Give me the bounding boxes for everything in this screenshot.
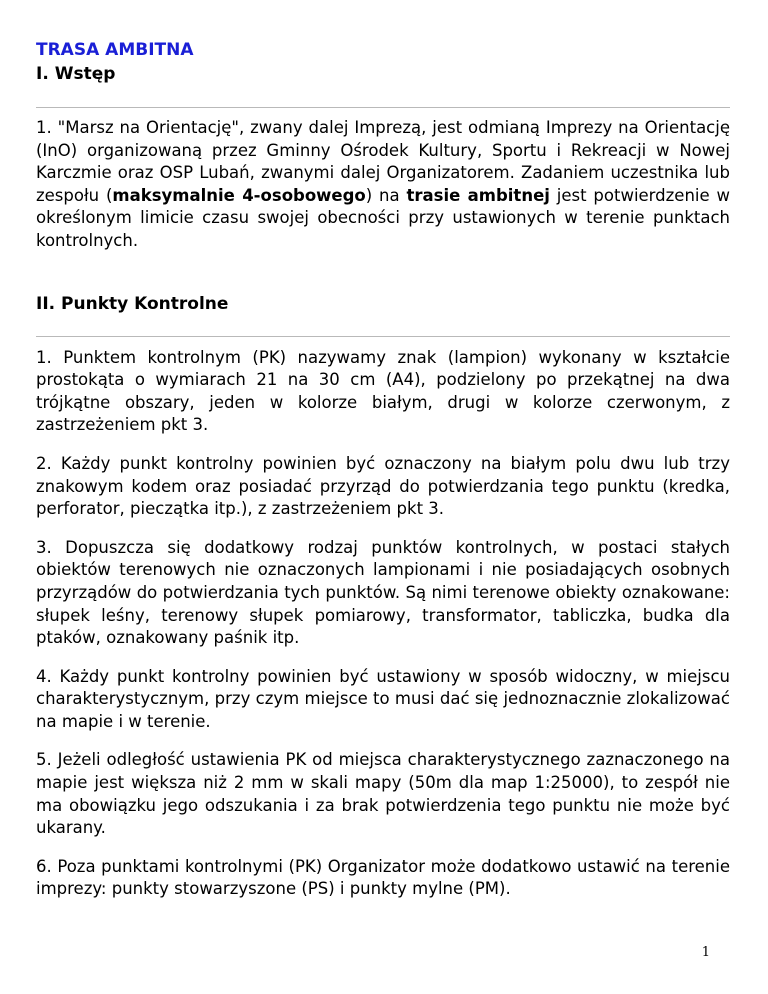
page-number: 1 — [701, 945, 710, 960]
document-page — [36, 38, 730, 901]
text-run: 1. "Marsz na Orientację", zwany dalej Imprezą, jest odmianą Imprezy na Orientację (InO) organizowaną przez Gminny Ośrodek Kultury, Sportu i Rekreacji w Nowej Karczmie oraz OSP Lubań, zwanymi dalej Organizatorem. Zadaniem uczestnika lub zespołu ( — [36, 118, 730, 205]
text-run: ) na — [365, 185, 407, 205]
intro-paragraph-1 — [36, 117, 730, 253]
control-points-paragraph-1 — [36, 347, 730, 437]
text-run: 2. Każdy punkt kontrolny powinien być oznaczony na białym polu dwu lub trzy znakowym kodem oraz posiadać przyrząd do potwierdzania tego punktu (kredka, perforator, pieczątka itp.), z zastrzeżeniem pkt 3. — [36, 453, 730, 519]
control-points-paragraph-4 — [36, 666, 730, 734]
section-heading-control-points: II. Punkty Kontrolne — [36, 293, 229, 314]
control-points-paragraph-5 — [36, 749, 730, 839]
control-points-paragraph-3 — [36, 537, 730, 650]
text-run: jest potwierdzenie w określonym limicie czasu swojej obecności przy ustawionych w terenie punktach kontrolnych. — [36, 185, 730, 250]
control-points-paragraph-2 — [36, 453, 730, 521]
section-divider — [36, 107, 730, 108]
control-points-paragraph-6 — [36, 856, 730, 901]
text-run: 3. Dopuszcza się dodatkowy rodzaj punktów kontrolnych, w postaci stałych obiektów terenowych nie oznaczonych lampionami i nie posiadających osobnych przyrządów do potwierdzania tych punktów. Są nimi terenowe obiekty oznakowane: słupek leśny, terenowy słupek pomiarowy, transformator, tabliczka, budka dla ptaków, oznakowany paśnik itp. — [36, 537, 730, 648]
text-run: 5. Jeżeli odległość ustawienia PK od miejsca charakterystycznego zaznaczonego na mapie jest większa niż 2 mm w skali mapy (50m dla map 1:25000), to zespół nie ma obowiązku jego odszukania i za brak potwierdzenia tego punktu nie może być ukarany. — [36, 750, 730, 838]
section-divider — [36, 336, 730, 337]
text-run: 6. Poza punktami kontrolnymi (PK) Organizator może dodatkowo ustawić na terenie imprezy: punkty stowarzyszone (PS) i punkty mylne (PM). — [36, 856, 730, 899]
text-run: 4. Każdy punkt kontrolny powinien być ustawiony w sposób widoczny, w miejscu charakterystycznym, przy czym miejsce to musi dać się jednoznacznie zlokalizować na mapie i w terenie. — [36, 666, 730, 731]
section-heading-intro: I. Wstęp — [36, 64, 116, 84]
bold-text-run: maksymalnie 4-osobowego — [112, 185, 366, 205]
document-title: TRASA AMBITNA — [36, 40, 194, 60]
bold-text-run: trasie ambitnej — [406, 185, 550, 205]
text-run: 1. Punktem kontrolnym (PK) nazywamy znak (lampion) wykonany w kształcie prostokąta o wymiarach 21 na 30 cm (A4), podzielony po przekątnej na dwa trójkątne obszary, jeden w kolorze białym, drugi w kolorze czerwonym, z zastrzeżeniem pkt 3. — [36, 347, 730, 435]
